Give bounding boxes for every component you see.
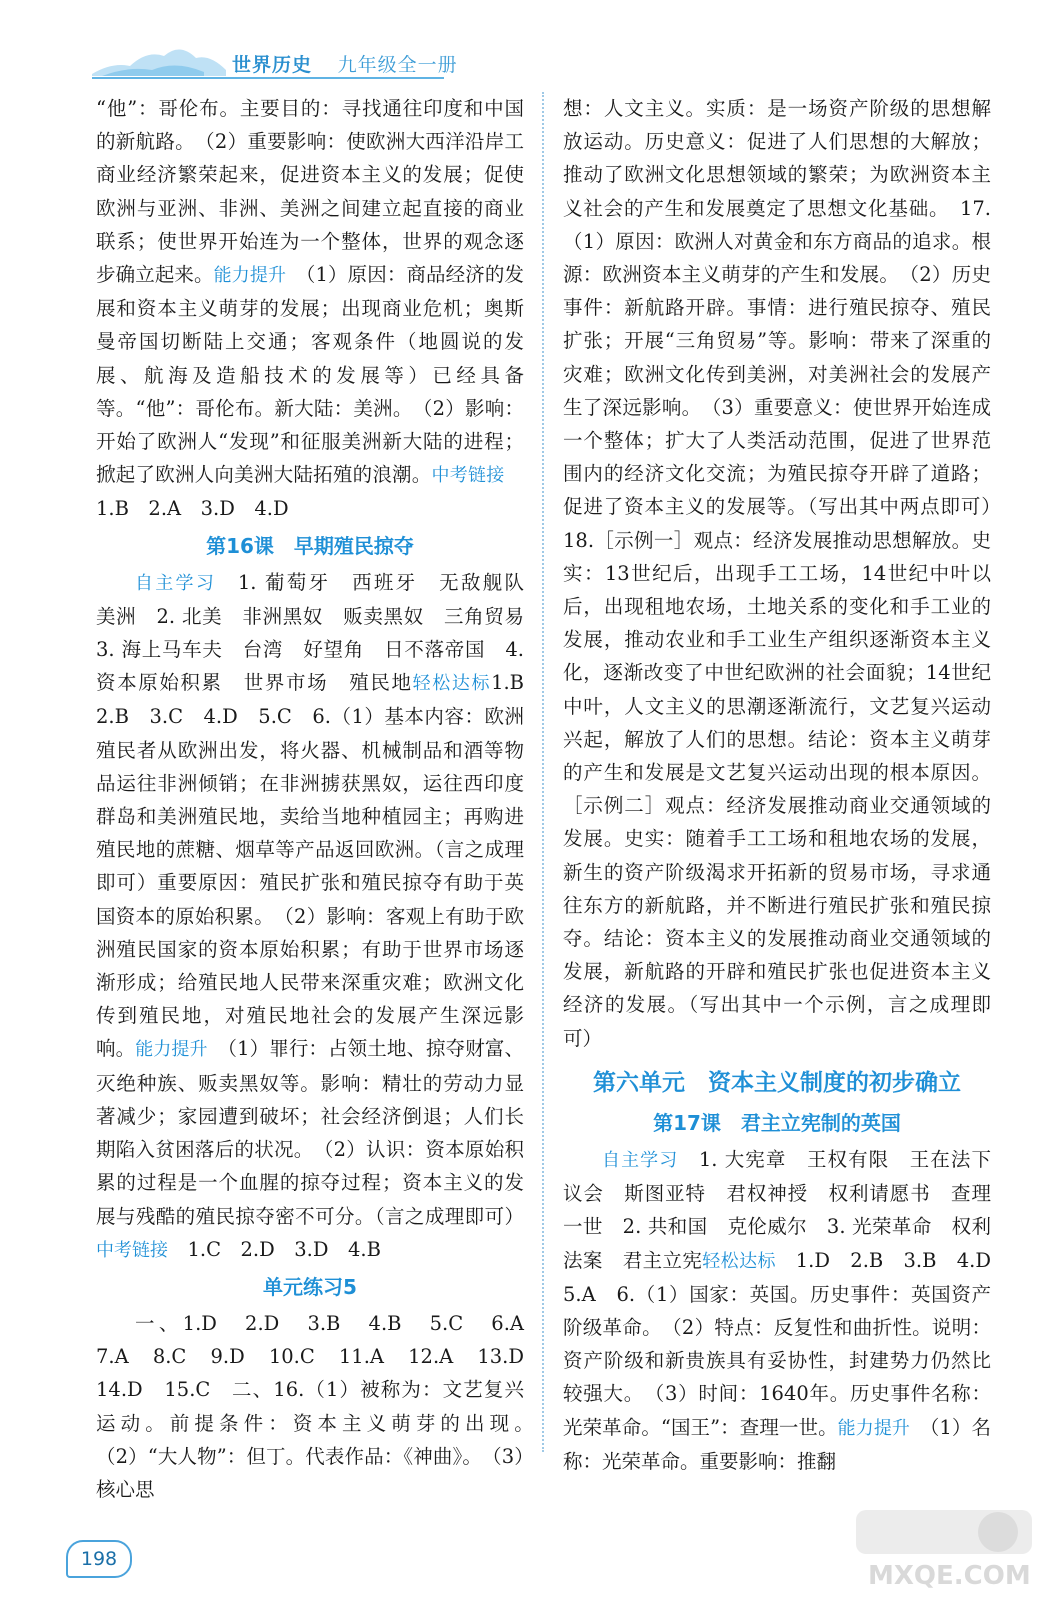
answer-paragraph (563, 1143, 1011, 1478)
answer-paragraph (96, 92, 524, 526)
left-column (96, 92, 544, 1506)
section-tag-ability: 能力提升 (213, 265, 287, 287)
section-tag-self-study: 自主学习 (602, 1149, 679, 1171)
book-title (232, 50, 458, 77)
answer-paragraph (96, 566, 544, 1267)
answer-paragraph: 一、1.D 2.D 3.B 4.B 5.C 6.A 7.A 8.C 9.D 10.C 11.A 12.A 13.D 14.D 15.C 二、16.（1）被称为：文艺复兴运动。前提条件：资本主义萌芽的出现。 （2）“大人物”：但丁。代表作品：《神曲》。 （3）核心思 (96, 1311, 544, 1501)
section-tag-exam: 中考链接 (96, 1239, 168, 1261)
page-header (0, 0, 1047, 92)
answer-text: 1. 大宪章 王权有限 王在法下 议会 斯图亚特 君权神授 权利请愿书 查理一世 2. 共和国 克伦威尔 3. 光荣革命 权利法案 君主立宪 (563, 1147, 1011, 1272)
subject-label: 世界历史 (232, 54, 313, 76)
answer-text: 1.B 2.B 3.C 4.D 5.C 6.（1）基本内容：欧洲殖民者从欧洲出发，将火器、机械制品和酒等物品运往非洲倾销；在非洲掳获黑奴，运往西印度群岛和美洲殖民地，卖给当地种植园主；再购进殖民地的蔗糖、烟草等产品返回欧洲。（言之成理即可）重要原因：殖民扩张和殖民掠夺有助于英国资本的原始积累。 （2）影响：客观上有助于欧洲殖民国家的资本原始积累；有助于世界市场逐渐形成；给殖民地人民带来深重灾难；欧洲文化传到殖民地，对殖民地社会的发展产生深远影响。 (96, 671, 544, 1061)
section-tag-easy: 轻松达标 (702, 1250, 776, 1272)
section-tag-easy: 轻松达标 (412, 673, 492, 695)
lesson-heading: 第16课 早期殖民掠夺 (206, 533, 414, 558)
answer-text: 1. 葡萄牙 西班牙 无敌舰队 美洲 2. 北美 非洲黑奴 贩卖黑奴 三角贸易 3. 海上马车夫 台湾 好望角 日不落帝国 4. 资本原始积累 世界市场 殖民地 (96, 570, 544, 695)
header-divider (92, 77, 444, 79)
section-tag-exam: 中考链接 (431, 465, 505, 487)
column-divider (542, 92, 544, 1452)
answer-text: （1）罪行：占领土地、掠夺财富、灭绝种族、贩卖黑奴等。影响：精壮的劳动力显著减少；家园遭到破坏；社会经济倒退；人们长期陷入贫困落后的状况。 （2）认识：资本原始积累的过程是一个血腥的掠夺过程；资本主义的发展与残酷的殖民掠夺密不可分。（言之成理即可） (96, 1037, 524, 1228)
unit-practice-heading: 单元练习5 (263, 1274, 357, 1299)
answer-text: 1.B 2.A 3.D 4.D (96, 463, 524, 521)
section-tag-self-study: 自主学习 (135, 572, 217, 594)
unit-heading: 第六单元 资本主义制度的初步确立 (593, 1069, 961, 1096)
answer-text: （1）名称：光荣革命。重要影响：推翻 (563, 1415, 991, 1473)
section-tag-ability: 能力提升 (837, 1417, 910, 1439)
answer-paragraph: 想：人文主义。实质：是一场资产阶级的思想解放运动。历史意义：促进了人们思想的大解放；推动了欧洲文化思想领域的繁荣；为欧洲资本主义社会的产生和发展奠定了思想文化基础。 17.（1）原因：欧洲人对黄金和东方商品的追求。根源：欧洲资本主义萌芽的产生和发展。 （2）历史事件：新航路开辟。事情：进行殖民掠夺、殖民扩张；开展“三角贸易”等。影响：带来了深重的灾难；欧洲文化传到美洲，对美洲社会的发展产生了深远影响。 （3）重要意义：使世界开始连成一个整体；扩大了人类活动范围，促进了世界范围内的经济文化交流；为殖民掠夺开辟了道路；促进了资本主义的发展等。（写出其中两点即可） 18.［示例一］观点：经济发展推动思想解放。史实：13世纪后，出现手工工场，14世纪中叶以后，出现租地农场，土地关系的变化和手工业的发展，推动农业和手工业生产组织逐渐资本主义化，逐渐改变了中世纪欧洲的社会面貌；14世纪中叶，人文主义的思潮逐渐流行，文艺复兴运动兴起，解放了人们的思想。结论：资本主义萌芽的产生和发展是文艺复兴运动出现的根本原因。［示例二］观点：经济发展推动商业交通领域的发展。史实：随着手工工场和租地农场的发展，新生的资产阶级渴求开拓新的贸易市场，寻求通往东方的新航路，并不断进行殖民扩张和殖民掠夺。结论：资本主义的发展推动商业交通领域的发展，新航路的开辟和殖民扩张也促进资本主义经济的发展。（写出其中一个示例，言之成理即可） (563, 97, 1011, 1050)
right-column (563, 92, 1011, 1478)
watermark-logo-icon (848, 1502, 1038, 1594)
grade-label: 九年级全一册 (337, 54, 458, 76)
mountain-logo-icon (92, 36, 232, 78)
lesson-heading: 第17课 君主立宪制的英国 (653, 1110, 901, 1135)
answer-text: 1.D 2.B 3.B 4.D 5.A 6.（1）国家：英国。历史事件：英国资产阶级革命。 （2）特点：反复性和曲折性。说明：资产阶级和新贵族具有妥协性，封建势力仍然比较强大。 （3）时间：1640年。历史事件名称：光荣革命。“国王”：查理一世。 (563, 1248, 1011, 1439)
answer-text: （1）原因：商品经济的发展和资本主义萌芽的发展；出现商业危机；奥斯曼帝国切断陆上交通；客观条件（地圆说的发展、航海及造船技术的发展等）已经具备等。“他”：哥伦布。新大陆：美洲。 （2）影响：开始了欧洲人“发现”和征服美洲新大陆的进程；掀起了欧洲人向美洲大陆拓殖的浪潮。 (96, 263, 524, 487)
svg-text:MXQE.COM: MXQE.COM (868, 1561, 1031, 1591)
answer-text: 1.C 2.D 3.D 4.B (168, 1237, 381, 1261)
answer-text: “他”：哥伦布。主要目的：寻找通往印度和中国的新航路。 （2）重要影响：使欧洲大西洋沿岸工商业经济繁荣起来，促进资本主义的发展；促使欧洲与亚洲、非洲、美洲之间建立起直接的商业联系；使世界开始连为一个整体，世界的观念逐步确立起来。 (96, 97, 524, 287)
section-tag-ability: 能力提升 (135, 1039, 208, 1061)
page-number: 198 (66, 1540, 132, 1578)
